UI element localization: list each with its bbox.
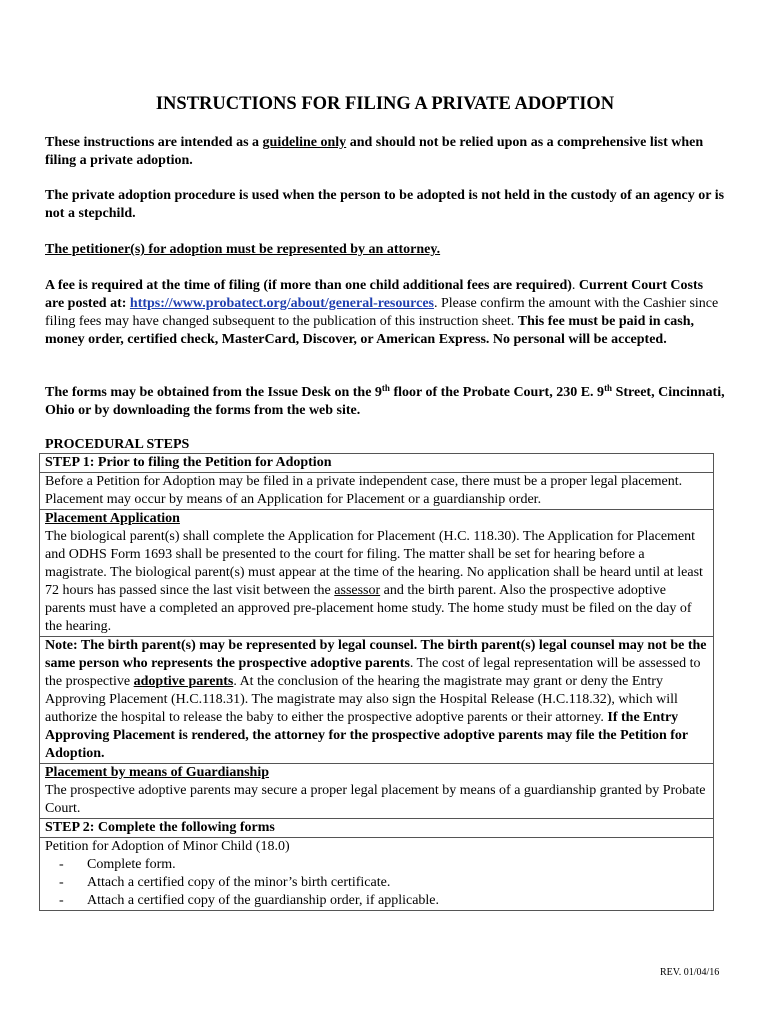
- placement-text: The biological parent(s) shall complete the Application for Placement (H.C. 118.30). The Application for Placement and ODHS Form 1693 shall be presented to the court for filing. The matter shall be set for hearing before a magistrate. The biological parent(s) must appear at the time of the hearing. No application shall be heard until at least 72 hours has passed since the last visit between the: [45, 529, 703, 598]
- placement-application-cell: [40, 510, 714, 637]
- table-row: [40, 473, 714, 510]
- step1-text: Before a Petition for Adoption may be filed in a private independent case, there must be a proper legal placement. Placement may occur by means of an Application for Placement or a guardianship order.: [40, 473, 714, 510]
- note-legal-counsel: Note: The birth parent(s) may be represented by legal counsel. The birth parent(s) legal counsel may not be the same person who represents the prospective adoptive parents: [45, 638, 707, 671]
- intro-text: and should not be relied upon as a comprehensive list when filing a private adoption.: [45, 135, 704, 168]
- attorney-requirement: The petitioner(s) for adoption must be represented by an attorney.: [45, 242, 441, 257]
- forms-text: Street, Cincinnati, Ohio or by downloading the forms from the web site.: [45, 385, 725, 418]
- assessor-term: assessor: [334, 583, 381, 598]
- fee-text: A fee is required at the time of filing (if more than one child additional fees are required): [45, 278, 572, 293]
- step2-cell: [40, 838, 714, 911]
- dash-bullet: -: [59, 857, 64, 872]
- table-row: [40, 637, 714, 764]
- note-text: . At the conclusion of the hearing the magistrate may grant or deny the Entry Approving Placement (H.C.118.31). The magistrate may also sign the Hospital Release (H.C.118.32), which will authorize the hospital to release the baby to either the prospective adoptive parents or their attorney.: [45, 674, 678, 725]
- list-item: [59, 892, 708, 910]
- list-item-text: Attach a certified copy of the guardianship order, if applicable.: [87, 893, 440, 908]
- forms-text: floor of the Probate Court, 230 E. 9: [389, 385, 605, 400]
- guideline-emphasis: guideline only: [262, 135, 347, 150]
- dash-bullet: -: [59, 875, 64, 890]
- placement-application-text: [45, 528, 708, 636]
- table-row: [40, 510, 714, 637]
- table-row: [40, 764, 714, 819]
- procedural-steps-table: [39, 453, 714, 911]
- forms-text: The forms may be obtained from the Issue Desk on the 9: [45, 385, 382, 400]
- guardianship-header: Placement by means of Guardianship: [45, 765, 270, 780]
- intro-paragraph-guideline: [45, 134, 725, 170]
- step2-header: STEP 2: Complete the following forms: [40, 819, 714, 838]
- fee-paragraph: [45, 277, 725, 349]
- step2-text: Petition for Adoption of Minor Child (18.0): [45, 839, 290, 854]
- list-item-text: Complete form.: [87, 857, 176, 872]
- step1-header: STEP 1: Prior to filing the Petition for Adoption: [40, 454, 714, 473]
- note-cell: [40, 637, 714, 764]
- fee-text: . Please confirm the amount with the Cashier since filing fees may have changed subsequent to the publication of this instruction sheet.: [45, 296, 719, 329]
- note-petition-filing: If the Entry Approving Placement is rendered, the attorney for the prospective adoptive parents may file the Petition for Adoption.: [45, 710, 688, 761]
- guardianship-cell: [40, 764, 714, 819]
- table-row: [40, 819, 714, 838]
- list-item-text: Attach a certified copy of the minor’s birth certificate.: [87, 875, 391, 890]
- ordinal-suffix: th: [381, 383, 390, 393]
- ordinal-suffix: th: [604, 383, 613, 393]
- procedural-steps-label: PROCEDURAL STEPS: [45, 437, 190, 452]
- placement-text: and the birth parent. Also the prospective adoptive parents must have a completed an approved pre-placement home study. The home study must be filed on the day of the hearing.: [45, 583, 692, 634]
- list-item: [59, 874, 708, 892]
- revision-date: REV. 01/04/16: [660, 967, 720, 978]
- table-row: [40, 454, 714, 473]
- intro-paragraph-procedure: The private adoption procedure is used when the person to be adopted is not held in the custody of an agency or is not a stepchild.: [45, 188, 725, 221]
- forms-location-paragraph: [45, 384, 725, 420]
- page-title: INSTRUCTIONS FOR FILING A PRIVATE ADOPTION: [155, 94, 615, 114]
- placement-application-header: Placement Application: [45, 511, 180, 526]
- adoptive-parents-term: adoptive parents: [133, 674, 234, 689]
- payment-methods: This fee must be paid in cash, money order, certified check, MasterCard, Discover, or American Express. No personal will be accepted.: [45, 314, 694, 347]
- court-costs-link[interactable]: https://www.probatect.org/about/general-resources: [129, 296, 434, 311]
- intro-text: These instructions are intended as a: [45, 135, 263, 150]
- guardianship-text: The prospective adoptive parents may secure a proper legal placement by means of a guardianship granted by Probate Court.: [45, 783, 706, 816]
- step2-list: [45, 856, 708, 910]
- dash-bullet: -: [59, 893, 64, 908]
- note-text: . The cost of legal representation will be assessed to the prospective: [45, 656, 701, 689]
- fee-text: .: [571, 278, 579, 293]
- list-item: [59, 856, 708, 874]
- court-costs-label: Current Court Costs are posted at:: [45, 278, 704, 311]
- table-row: [40, 838, 714, 911]
